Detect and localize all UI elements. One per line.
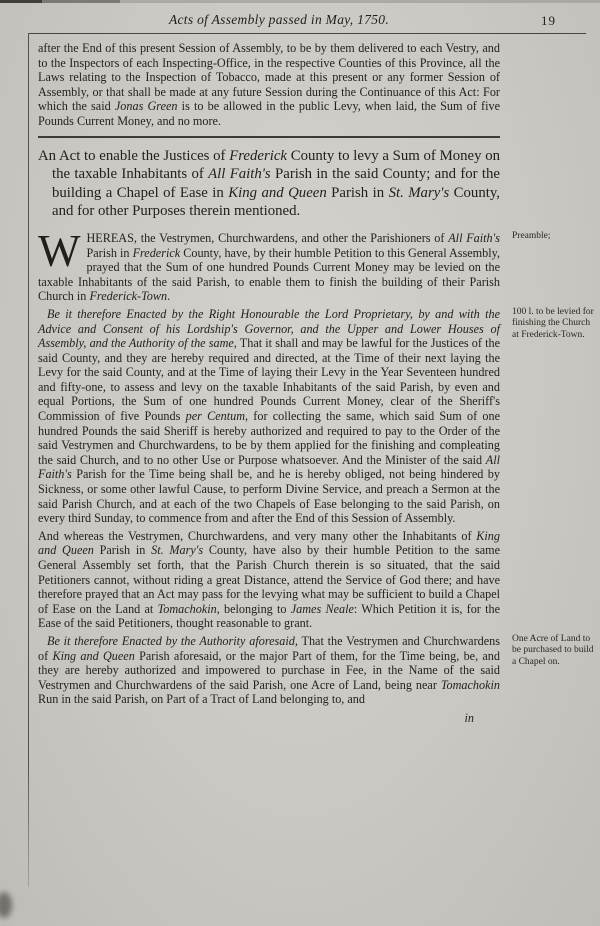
text-run: , for collecting the same, which said Sum of one hundred Pounds the said Sheriff is hereby authorized and required to pay to the Order of the said Vestrymen and Churchwardens, to be by them applied for the finishing and compleating the said Church, and to no other Use or Purpose whatsoever. And the Minister of the said	[38, 409, 500, 467]
text-run: County, have, by their humble Petition to this General Assembly, prayed that the Sum of one hundred Pounds Current Money may be levied on the taxable Inhabitants of the said Parish, to enable them to finish the building of their Parish Church in	[38, 245, 500, 304]
margin-note: One Acre of Land to be purchased to build a Chapel on.	[512, 633, 594, 667]
text-run: Parish aforesaid, or the major Part of them, for the Time being, be, and they are hereby authorized and impowered to purchase in Fee, in the Name of the said Vestrymen and Churchwardens of the said Parish, one Acre of Land, being near	[38, 648, 500, 692]
text-run: : Which Petition it is, for the Ease of the said Petitioners, thought reasonable to grant.	[38, 601, 501, 631]
intro-row	[38, 41, 594, 129]
text-run: Parish for the Time being shall be, and he is hereby obliged, not being hindered by Sickness, or some other lawful Cause, to perform Divine Service, and preach a Sermon at the said Parish Church, and at each of the two Chapels of Ease belonging to the said Parish, on every third Sunday, to commence from and after the End of this Session of Assembly.	[38, 467, 500, 526]
text-run: St. Mary's	[151, 543, 204, 558]
catchword: in	[464, 710, 474, 725]
text-run: Tomachokin	[157, 601, 217, 616]
catchword-row	[38, 711, 594, 726]
section-row	[38, 634, 594, 707]
section-paragraph	[38, 225, 500, 304]
text-run: Jonas Green	[114, 99, 178, 114]
text-run: Be it therefore Enacted by the Right Honourable the Lord Proprietary, by and with the Advice and Consent of his Lordship's Governor, and the Upper and Lower Houses of Assembly, and the Authority of the same,	[38, 306, 500, 351]
page-header	[30, 12, 588, 32]
text-run: County to levy a Sum of Money on the taxable Inhabitants of	[52, 147, 500, 183]
text-run: Parish in	[326, 184, 389, 201]
section-divider	[38, 136, 500, 138]
margin-note: 100 l. to be levied for finishing the Church at Frederick-Town.	[512, 306, 594, 340]
text-run: All Faith's	[208, 166, 271, 183]
header-rule	[28, 33, 586, 34]
text-run: Run in the said Parish, on Part of a Tract of Land belonging to, and	[38, 692, 365, 707]
section-row	[38, 225, 594, 304]
text-run: That it shall and may be lawful for the Justices of the said County, and they are hereby required and directed, at the Time of their next laying the Levy for the said County, and at the Time of laying their Levy in the Year Seventeen hundred and fifty-one, to assess and levy on the taxable Inhabitants of the said Parish, by even and equal Portions, the Sum of one hundred Pounds Current Money, clear of the Sheriff's Commission of five Pounds	[38, 336, 500, 424]
section-row	[38, 307, 594, 526]
section-paragraph	[38, 634, 500, 707]
drop-cap: W	[38, 225, 81, 276]
text-run: is to be allowed in the public Levy, when laid, the Sum of five Pounds Current Money, and no more.	[38, 99, 500, 128]
text-run: Parish in	[93, 543, 152, 558]
text-run: All Faith's	[448, 230, 500, 245]
text-run: Parish in the said County; and for the building a Chapel of Ease in	[52, 166, 501, 201]
text-run: County, have also by their humble Petition to the same General Assembly set forth, that the Parish Church therein is so situated, that the said Petitioners cannot, without riding a great Distance, attend the Service of God there; and have therefore prayed that an Act may pass for the levying what may be sufficient to build a Chapel of Ease on the Land at	[38, 543, 500, 616]
text-run: HEREAS, the Vestrymen, Churchwardens, and other the Parishioners of	[86, 230, 449, 245]
page-number: 19	[541, 13, 556, 28]
section-paragraph	[38, 307, 500, 526]
page-content	[38, 41, 594, 726]
sections	[38, 225, 594, 707]
text-run: King and Queen	[38, 528, 500, 558]
text-run: Parish in	[86, 245, 133, 260]
section-row	[38, 529, 594, 631]
intro-paragraph	[38, 41, 500, 129]
ink-smudge	[0, 892, 12, 918]
act-title	[38, 147, 500, 221]
text-run: King and Queen	[52, 648, 135, 663]
text-run: after the End of this present Session of Assembly, to be by them delivered to each Vestry, and to the Inspectors of each Inspecting-Office, in the respective Counties of this Province, all the Laws relating to the Inspection of Tobacco, made at this present or any former Session of Assembly, or that shall be made at any future Session during the Continuance of this Act: For which the said	[38, 41, 500, 114]
text-run: .	[167, 289, 171, 304]
scan-edge	[0, 0, 600, 3]
section-paragraph	[38, 529, 500, 631]
running-head: Acts of Assembly passed in May, 1750.	[168, 12, 390, 27]
text-run: Tomachokin	[440, 677, 500, 692]
text-run: St. Mary's	[388, 184, 450, 201]
text-run: County, and for other Purposes therein mentioned.	[52, 184, 500, 220]
text-run: Be it therefore Enacted by the Authority aforesaid,	[47, 633, 298, 648]
text-run: That the Vestrymen and Churchwardens of	[38, 633, 500, 663]
text-run: Frederick	[132, 245, 181, 260]
text-run: King and Queen	[228, 184, 327, 201]
text-run: An Act to enable the Justices of	[38, 147, 230, 164]
text-run: Frederick	[229, 147, 287, 164]
text-run: Frederick-Town	[89, 289, 168, 304]
text-run: All Faith's	[38, 452, 500, 482]
text-run: And whereas the Vestrymen, Churchwardens, and very many other the Inhabitants of	[38, 528, 477, 543]
text-run: per Centum	[185, 409, 245, 424]
left-margin-rule	[28, 33, 29, 887]
margin-note: Preamble;	[512, 230, 551, 241]
act-title-row	[38, 147, 594, 231]
text-run: , belonging to	[216, 601, 291, 616]
text-run: James Neale	[290, 601, 354, 616]
